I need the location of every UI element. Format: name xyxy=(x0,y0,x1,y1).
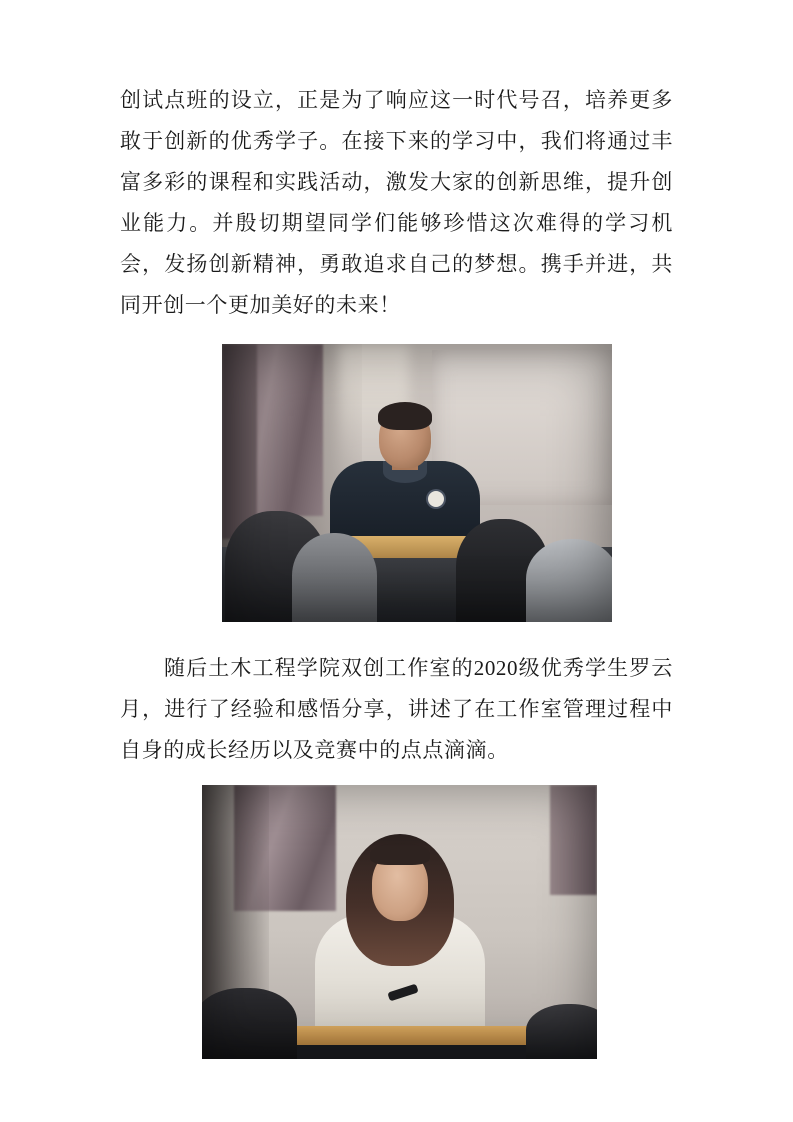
figure-1 xyxy=(120,344,673,622)
photo1-vignette xyxy=(222,344,612,622)
photo-student-sharing xyxy=(202,785,597,1059)
photo2-vignette xyxy=(202,785,597,1059)
figure-2 xyxy=(120,785,673,1059)
paragraph-1: 创试点班的设立，正是为了响应这一时代号召，培养更多敢于创新的优秀学子。在接下来的学习中，我们将通过丰富多彩的课程和实践活动，激发大家的创新思维，提升创业能力。并殷切期望同学们能够珍惜这次难得的学习机会，发扬创新精神，勇敢追求自己的梦想。携手并进，共同开创一个更加美好的未来！ xyxy=(120,88,673,317)
paragraph-2: 随后土木工程学院双创工作室的2020级优秀学生罗云月，进行了经验和感悟分享，讲述了在工作室管理过程中自身的成长经历以及竞赛中的点点滴滴。 xyxy=(120,656,673,762)
photo-speaker-at-lectern xyxy=(222,344,612,622)
document-body xyxy=(120,80,673,1059)
